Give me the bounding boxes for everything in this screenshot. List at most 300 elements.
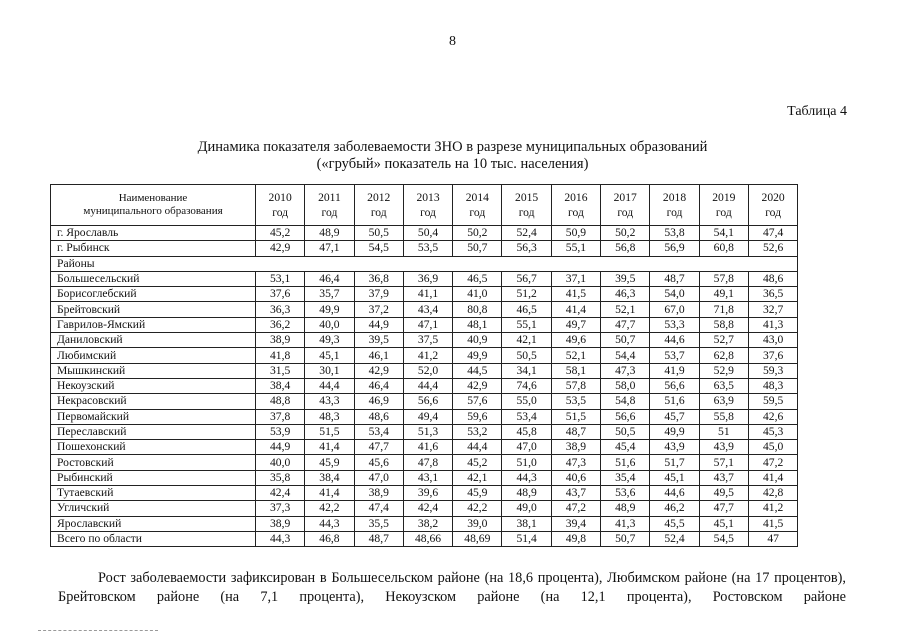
row-name-cell: Ярославский: [51, 516, 256, 531]
value-cell: 71,8: [699, 302, 748, 317]
row-name-cell: Мышкинский: [51, 363, 256, 378]
value-cell: 48,8: [256, 394, 305, 409]
value-cell: 53,5: [403, 241, 452, 256]
value-cell: 52,4: [502, 226, 551, 241]
value-cell: 38,9: [256, 333, 305, 348]
row-name-cell: Некрасовский: [51, 394, 256, 409]
value-cell: 56,6: [403, 394, 452, 409]
value-cell: 46,2: [650, 501, 699, 516]
value-cell: 55,0: [502, 394, 551, 409]
value-cell: 44,3: [305, 516, 354, 531]
value-cell: 44,6: [650, 486, 699, 501]
header-year-2017: [601, 185, 650, 226]
table-label: Таблица 4: [787, 104, 847, 119]
value-cell: 36,8: [354, 271, 403, 286]
header-year-2011: [305, 185, 354, 226]
value-cell: 41,4: [305, 440, 354, 455]
value-cell: 55,1: [551, 241, 600, 256]
header-year-2020: [748, 185, 797, 226]
header-year-value: 2020: [761, 191, 785, 204]
header-year-2019: [699, 185, 748, 226]
value-cell: 38,4: [256, 378, 305, 393]
value-cell: 62,8: [699, 348, 748, 363]
value-cell: 51,6: [601, 455, 650, 470]
header-year-unit: год: [518, 206, 535, 219]
value-cell: 47: [748, 531, 797, 546]
value-cell: 49,4: [403, 409, 452, 424]
value-cell: 54,4: [601, 348, 650, 363]
value-cell: 42,4: [256, 486, 305, 501]
header-year-2014: [453, 185, 502, 226]
header-year-unit: год: [666, 206, 683, 219]
value-cell: 45,2: [256, 226, 305, 241]
header-year-value: 2015: [515, 191, 539, 204]
value-cell: 55,8: [699, 409, 748, 424]
value-cell: 57,6: [453, 394, 502, 409]
table-row: [51, 348, 798, 363]
value-cell: 56,3: [502, 241, 551, 256]
row-name-cell: Всего по области: [51, 531, 256, 546]
row-name-cell: Пошехонский: [51, 440, 256, 455]
value-cell: 40,0: [305, 317, 354, 332]
value-cell: 53,9: [256, 424, 305, 439]
value-cell: 49,1: [699, 287, 748, 302]
value-cell: 47,4: [748, 226, 797, 241]
value-cell: 52,7: [699, 333, 748, 348]
value-cell: 42,9: [256, 241, 305, 256]
value-cell: 32,7: [748, 302, 797, 317]
value-cell: 38,9: [551, 440, 600, 455]
value-cell: 44,9: [256, 440, 305, 455]
value-cell: 44,5: [453, 363, 502, 378]
header-year-2012: [354, 185, 403, 226]
value-cell: 56,7: [502, 271, 551, 286]
value-cell: 43,0: [748, 333, 797, 348]
header-year-2015: [502, 185, 551, 226]
header-year-value: 2019: [712, 191, 736, 204]
value-cell: 41,4: [551, 302, 600, 317]
value-cell: 47,7: [601, 317, 650, 332]
value-cell: 52,1: [601, 302, 650, 317]
value-cell: 43,9: [650, 440, 699, 455]
row-name-cell: Большесельский: [51, 271, 256, 286]
value-cell: 48,1: [453, 317, 502, 332]
row-name-cell: Первомайский: [51, 409, 256, 424]
value-cell: 42,9: [453, 378, 502, 393]
value-cell: 41,1: [403, 287, 452, 302]
footer-divider: [38, 630, 158, 631]
value-cell: 51,2: [502, 287, 551, 302]
value-cell: 41,2: [403, 348, 452, 363]
value-cell: 38,4: [305, 470, 354, 485]
value-cell: 43,4: [403, 302, 452, 317]
value-cell: 45,9: [305, 455, 354, 470]
row-name-cell: Рыбинский: [51, 470, 256, 485]
table-row: [51, 516, 798, 531]
value-cell: 53,2: [453, 424, 502, 439]
header-year-value: 2016: [564, 191, 588, 204]
value-cell: 34,1: [502, 363, 551, 378]
value-cell: 47,2: [748, 455, 797, 470]
value-cell: 53,4: [354, 424, 403, 439]
value-cell: 46,9: [354, 394, 403, 409]
value-cell: 45,1: [650, 470, 699, 485]
value-cell: 51,4: [502, 531, 551, 546]
value-cell: 43,1: [403, 470, 452, 485]
value-cell: 48,7: [650, 271, 699, 286]
value-cell: 43,7: [551, 486, 600, 501]
row-name-cell: Борисоглебский: [51, 287, 256, 302]
value-cell: 59,5: [748, 394, 797, 409]
header-year-unit: год: [617, 206, 634, 219]
value-cell: 53,3: [650, 317, 699, 332]
value-cell: 37,3: [256, 501, 305, 516]
value-cell: 39,5: [354, 333, 403, 348]
value-cell: 41,0: [453, 287, 502, 302]
value-cell: 49,6: [551, 333, 600, 348]
value-cell: 49,5: [699, 486, 748, 501]
value-cell: 40,9: [453, 333, 502, 348]
value-cell: 54,5: [699, 531, 748, 546]
value-cell: 45,1: [699, 516, 748, 531]
value-cell: 37,6: [256, 287, 305, 302]
header-name-line-1: Наименование: [118, 192, 188, 204]
value-cell: 48,69: [453, 531, 502, 546]
value-cell: 48,6: [354, 409, 403, 424]
value-cell: 44,9: [354, 317, 403, 332]
table-row: [51, 470, 798, 485]
value-cell: 59,6: [453, 409, 502, 424]
value-cell: 30,1: [305, 363, 354, 378]
value-cell: 46,5: [453, 271, 502, 286]
value-cell: 57,1: [699, 455, 748, 470]
value-cell: 37,6: [748, 348, 797, 363]
value-cell: 50,7: [601, 531, 650, 546]
value-cell: 55,1: [502, 317, 551, 332]
table-row: [51, 317, 798, 332]
header-year-value: 2012: [367, 191, 391, 204]
value-cell: 41,8: [256, 348, 305, 363]
header-year-unit: год: [420, 206, 436, 219]
header-year-2018: [650, 185, 699, 226]
table-row: [51, 409, 798, 424]
value-cell: 36,5: [748, 287, 797, 302]
value-cell: 41,2: [748, 501, 797, 516]
table-row: [51, 241, 798, 256]
value-cell: 41,3: [748, 317, 797, 332]
body-paragraph: [58, 569, 846, 607]
body-paragraph-text: Рост заболеваемости зафиксирован в Большесельском районе (на 18,6 процента), Любимском районе (на 17 процентов), Брейтовском районе (на 7,1 процента), Некоузском районе (на 12,1 процента), Ростовском районе: [58, 570, 846, 605]
table-row: [51, 271, 798, 286]
value-cell: 49,0: [502, 501, 551, 516]
value-cell: 41,4: [305, 486, 354, 501]
value-cell: 49,9: [650, 424, 699, 439]
value-cell: 44,3: [502, 470, 551, 485]
value-cell: 51,0: [502, 455, 551, 470]
value-cell: 39,6: [403, 486, 452, 501]
value-cell: 46,5: [502, 302, 551, 317]
value-cell: 47,0: [354, 470, 403, 485]
value-cell: 44,4: [305, 378, 354, 393]
value-cell: 53,5: [551, 394, 600, 409]
header-year-2016: [551, 185, 600, 226]
value-cell: 52,6: [748, 241, 797, 256]
value-cell: 54,0: [650, 287, 699, 302]
value-cell: 54,1: [699, 226, 748, 241]
header-year-unit: год: [715, 206, 732, 219]
value-cell: 41,5: [551, 287, 600, 302]
value-cell: 35,8: [256, 470, 305, 485]
value-cell: 42,6: [748, 409, 797, 424]
value-cell: 50,5: [354, 226, 403, 241]
value-cell: 31,5: [256, 363, 305, 378]
header-name-column: [51, 185, 256, 226]
value-cell: 37,1: [551, 271, 600, 286]
value-cell: 47,8: [403, 455, 452, 470]
value-cell: 63,9: [699, 394, 748, 409]
row-name-cell: Районы: [51, 256, 798, 271]
value-cell: 51,5: [305, 424, 354, 439]
value-cell: 52,9: [699, 363, 748, 378]
value-cell: 51: [699, 424, 748, 439]
value-cell: 54,5: [354, 241, 403, 256]
value-cell: 41,6: [403, 440, 452, 455]
value-cell: 45,5: [650, 516, 699, 531]
value-cell: 49,9: [453, 348, 502, 363]
value-cell: 47,0: [502, 440, 551, 455]
value-cell: 47,1: [403, 317, 452, 332]
value-cell: 50,5: [601, 424, 650, 439]
value-cell: 35,4: [601, 470, 650, 485]
value-cell: 50,7: [453, 241, 502, 256]
value-cell: 50,2: [601, 226, 650, 241]
header-name-line-2: муниципального образования: [83, 205, 223, 217]
value-cell: 48,3: [305, 409, 354, 424]
header-year-unit: год: [321, 206, 338, 219]
header-year-value: 2011: [318, 191, 341, 204]
table-row: [51, 378, 798, 393]
value-cell: 54,8: [601, 394, 650, 409]
value-cell: 45,3: [748, 424, 797, 439]
value-cell: 43,3: [305, 394, 354, 409]
value-cell: 56,6: [601, 409, 650, 424]
value-cell: 42,1: [502, 333, 551, 348]
value-cell: 39,5: [601, 271, 650, 286]
value-cell: 53,4: [502, 409, 551, 424]
value-cell: 36,2: [256, 317, 305, 332]
value-cell: 41,3: [601, 516, 650, 531]
value-cell: 36,9: [403, 271, 452, 286]
value-cell: 46,4: [354, 378, 403, 393]
row-name-cell: Брейтовский: [51, 302, 256, 317]
value-cell: 44,6: [650, 333, 699, 348]
value-cell: 51,3: [403, 424, 452, 439]
value-cell: 37,2: [354, 302, 403, 317]
value-cell: 47,4: [354, 501, 403, 516]
value-cell: 46,1: [354, 348, 403, 363]
value-cell: 40,0: [256, 455, 305, 470]
value-cell: 53,6: [601, 486, 650, 501]
value-cell: 37,8: [256, 409, 305, 424]
value-cell: 46,4: [305, 271, 354, 286]
value-cell: 42,2: [453, 501, 502, 516]
row-name-cell: г. Ярославль: [51, 226, 256, 241]
table-title: [0, 139, 905, 173]
value-cell: 42,2: [305, 501, 354, 516]
value-cell: 47,1: [305, 241, 354, 256]
value-cell: 51,6: [650, 394, 699, 409]
value-cell: 60,8: [699, 241, 748, 256]
value-cell: 52,0: [403, 363, 452, 378]
header-year-unit: год: [272, 206, 289, 219]
header-year-value: 2010: [268, 191, 292, 204]
value-cell: 47,3: [551, 455, 600, 470]
value-cell: 57,8: [551, 378, 600, 393]
header-year-2010: [256, 185, 305, 226]
table-row: [51, 256, 798, 271]
value-cell: 43,7: [699, 470, 748, 485]
row-name-cell: Ростовский: [51, 455, 256, 470]
value-cell: 49,7: [551, 317, 600, 332]
value-cell: 48,66: [403, 531, 452, 546]
value-cell: 44,3: [256, 531, 305, 546]
value-cell: 39,0: [453, 516, 502, 531]
value-cell: 49,3: [305, 333, 354, 348]
value-cell: 44,4: [403, 378, 452, 393]
value-cell: 47,2: [551, 501, 600, 516]
value-cell: 80,8: [453, 302, 502, 317]
value-cell: 58,0: [601, 378, 650, 393]
table-row: [51, 486, 798, 501]
value-cell: 53,1: [256, 271, 305, 286]
row-name-cell: Тутаевский: [51, 486, 256, 501]
value-cell: 57,8: [699, 271, 748, 286]
value-cell: 74,6: [502, 378, 551, 393]
row-name-cell: Даниловский: [51, 333, 256, 348]
value-cell: 56,8: [601, 241, 650, 256]
value-cell: 42,8: [748, 486, 797, 501]
value-cell: 48,6: [748, 271, 797, 286]
value-cell: 48,9: [305, 226, 354, 241]
value-cell: 53,8: [650, 226, 699, 241]
value-cell: 53,7: [650, 348, 699, 363]
value-cell: 50,9: [551, 226, 600, 241]
value-cell: 37,9: [354, 287, 403, 302]
table-row: [51, 394, 798, 409]
table-row: [51, 501, 798, 516]
row-name-cell: Переславский: [51, 424, 256, 439]
value-cell: 46,8: [305, 531, 354, 546]
value-cell: 42,9: [354, 363, 403, 378]
value-cell: 38,9: [256, 516, 305, 531]
row-name-cell: Гаврилов-Ямский: [51, 317, 256, 332]
row-name-cell: Угличский: [51, 501, 256, 516]
header-year-value: 2017: [613, 191, 637, 204]
value-cell: 59,3: [748, 363, 797, 378]
value-cell: 41,4: [748, 470, 797, 485]
value-cell: 43,9: [699, 440, 748, 455]
value-cell: 45,1: [305, 348, 354, 363]
header-year-unit: год: [765, 206, 782, 219]
header-year-unit: год: [469, 206, 486, 219]
value-cell: 58,8: [699, 317, 748, 332]
value-cell: 40,6: [551, 470, 600, 485]
value-cell: 45,6: [354, 455, 403, 470]
value-cell: 48,9: [601, 501, 650, 516]
value-cell: 42,1: [453, 470, 502, 485]
value-cell: 50,4: [403, 226, 452, 241]
value-cell: 63,5: [699, 378, 748, 393]
table-row: [51, 455, 798, 470]
value-cell: 37,5: [403, 333, 452, 348]
value-cell: 49,8: [551, 531, 600, 546]
value-cell: 45,2: [453, 455, 502, 470]
table-title-line-2: («грубый» показатель на 10 тыс. населения): [316, 156, 589, 172]
table-row: [51, 333, 798, 348]
table-row: [51, 287, 798, 302]
row-name-cell: Некоузский: [51, 378, 256, 393]
value-cell: 44,4: [453, 440, 502, 455]
value-cell: 47,7: [354, 440, 403, 455]
value-cell: 36,3: [256, 302, 305, 317]
table-row: [51, 440, 798, 455]
value-cell: 47,7: [699, 501, 748, 516]
value-cell: 48,7: [551, 424, 600, 439]
header-year-2013: [403, 185, 452, 226]
value-cell: 45,7: [650, 409, 699, 424]
value-cell: 50,2: [453, 226, 502, 241]
value-cell: 48,3: [748, 378, 797, 393]
header-year-value: 2013: [416, 191, 440, 204]
header-year-value: 2018: [662, 191, 687, 204]
value-cell: 50,7: [601, 333, 650, 348]
value-cell: 51,7: [650, 455, 699, 470]
value-cell: 51,5: [551, 409, 600, 424]
value-cell: 48,7: [354, 531, 403, 546]
table-row: [51, 302, 798, 317]
header-year-value: 2014: [465, 191, 489, 204]
value-cell: 45,8: [502, 424, 551, 439]
value-cell: 47,3: [601, 363, 650, 378]
incidence-table: [50, 184, 798, 547]
header-year-unit: год: [370, 206, 387, 219]
table-title-line-1: Динамика показателя заболеваемости ЗНО в разрезе муниципальных образований: [197, 139, 708, 155]
value-cell: 52,1: [551, 348, 600, 363]
value-cell: 52,4: [650, 531, 699, 546]
value-cell: 49,9: [305, 302, 354, 317]
table-body: [51, 226, 798, 547]
value-cell: 56,6: [650, 378, 699, 393]
table-row: [51, 531, 798, 546]
value-cell: 41,9: [650, 363, 699, 378]
value-cell: 58,1: [551, 363, 600, 378]
value-cell: 48,9: [502, 486, 551, 501]
value-cell: 35,5: [354, 516, 403, 531]
value-cell: 39,4: [551, 516, 600, 531]
value-cell: 67,0: [650, 302, 699, 317]
value-cell: 56,9: [650, 241, 699, 256]
table-header-row: [51, 185, 798, 226]
table-row: [51, 363, 798, 378]
value-cell: 38,1: [502, 516, 551, 531]
header-year-unit: год: [568, 206, 584, 219]
value-cell: 50,5: [502, 348, 551, 363]
row-name-cell: Любимский: [51, 348, 256, 363]
value-cell: 38,2: [403, 516, 452, 531]
value-cell: 38,9: [354, 486, 403, 501]
value-cell: 45,0: [748, 440, 797, 455]
page-number: 8: [449, 34, 456, 49]
